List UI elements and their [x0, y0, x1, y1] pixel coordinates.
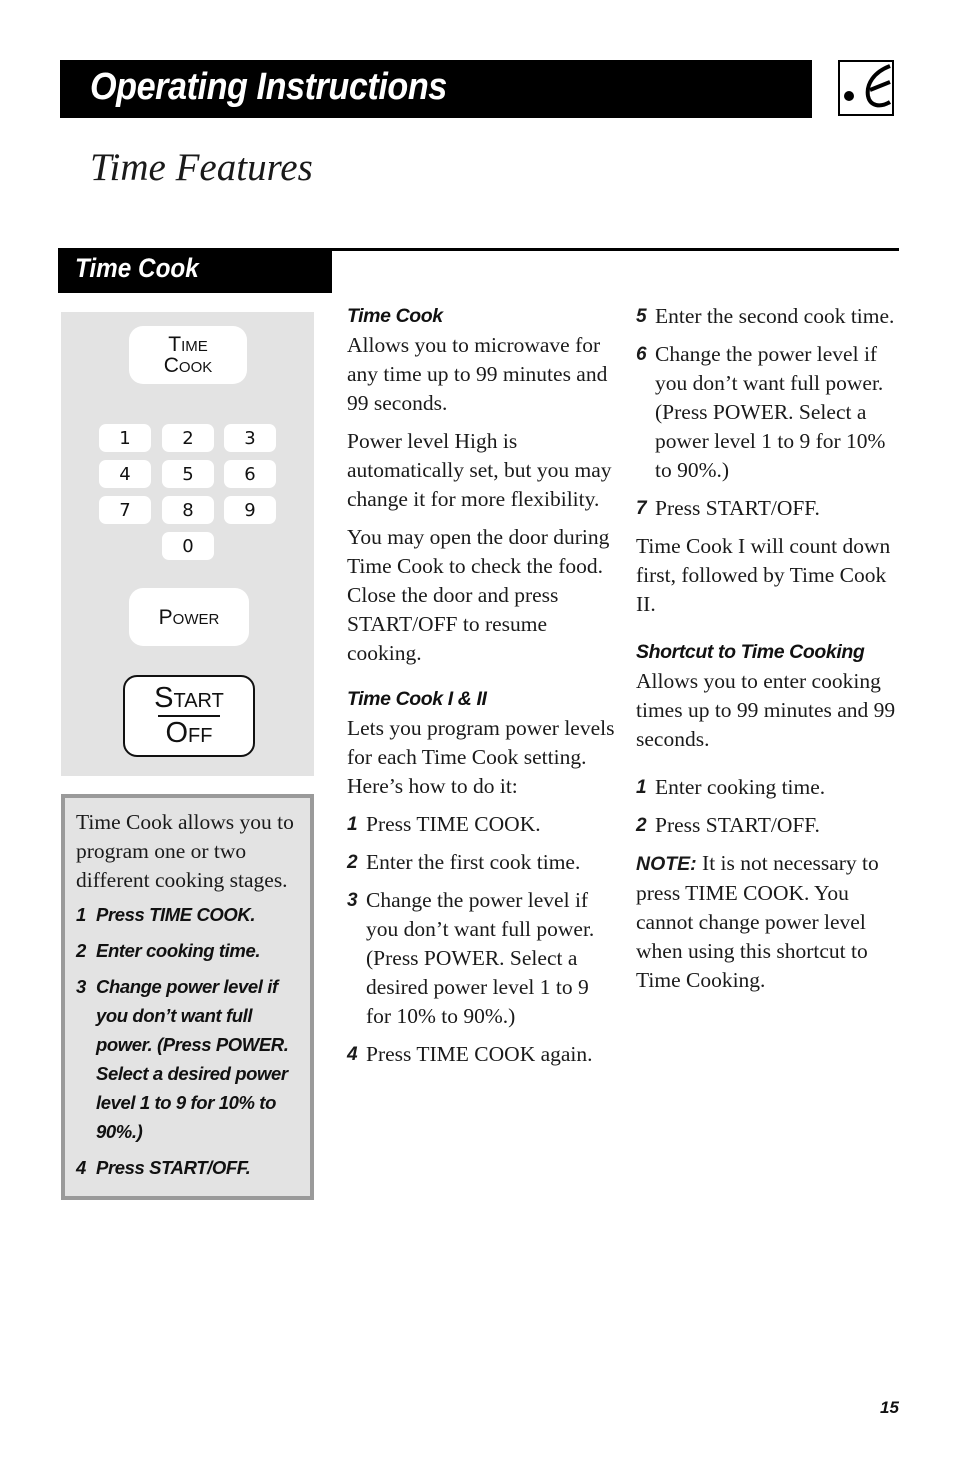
content-column-2 — [636, 302, 898, 1004]
start-key-label: Start — [154, 682, 224, 714]
step-number: 5 — [636, 306, 647, 327]
digit-key-9: 9 — [224, 496, 276, 524]
step-text: Change the power level if you don’t want full power. (Press POWER. Select a desired power level 1 to 9 for 10% to 90%.) — [366, 888, 595, 1028]
paragraph: You may open the door during Time Cook to check the food. Close the door and press START/OFF to resume cooking. — [347, 525, 610, 665]
step-text: Press TIME COOK. — [96, 904, 256, 925]
step-number: 3 — [347, 890, 358, 911]
time-cook-heading: Time Cook — [347, 305, 443, 327]
countdown-paragraph: Time Cook I will count down first, followed by Time Cook II. — [636, 534, 891, 616]
digit-key-4: 4 — [99, 460, 151, 488]
digit-key-7: 7 — [99, 496, 151, 524]
digit-key-1: 1 — [99, 424, 151, 452]
step-number: 1 — [76, 904, 86, 925]
ge-logo-icon — [838, 60, 894, 116]
step-number: 2 — [347, 852, 358, 873]
power-key — [129, 588, 249, 646]
content-column-1 — [347, 302, 615, 1078]
step-number: 6 — [636, 344, 647, 365]
digit-key-5: 5 — [162, 460, 214, 488]
step-item — [636, 340, 898, 485]
summary-step — [76, 936, 308, 965]
step-number: 3 — [76, 976, 86, 997]
time-cook-key — [129, 326, 247, 384]
time-cook-key-line1: Time — [168, 333, 208, 356]
paragraph: Power level High is automatically set, but you may change it for more flexibility. — [347, 429, 612, 511]
digit-key-8: 8 — [162, 496, 214, 524]
subhead-title: Time Cook — [75, 253, 199, 283]
note-text: It is not necessary to press TIME COOK. You cannot change power level when using this shortcut to Time Cooking. — [636, 851, 879, 992]
note-paragraph — [636, 849, 898, 995]
digit-key-0: 0 — [162, 532, 214, 560]
paragraph: Allows you to enter cooking times up to 99 minutes and 99 seconds. — [636, 669, 896, 751]
step-text: Press START/OFF. — [96, 1157, 251, 1178]
step-number: 4 — [76, 1157, 86, 1178]
step-text: Enter cooking time. — [96, 940, 261, 961]
summary-step — [76, 1153, 308, 1182]
step-text: Enter the second cook time. — [655, 304, 895, 328]
subhead-bar — [58, 248, 332, 293]
time-cook-key-line2: Cook — [163, 354, 213, 377]
step-number: 1 — [636, 777, 647, 798]
step-number: 2 — [636, 815, 647, 836]
note-label: NOTE: — [636, 853, 697, 875]
step-item — [347, 886, 615, 1031]
step-item — [636, 773, 898, 802]
step-text: Press START/OFF. — [655, 813, 820, 837]
step-number: 7 — [636, 498, 647, 519]
section-title: Time Features — [90, 146, 313, 189]
digit-key-2: 2 — [162, 424, 214, 452]
step-number: 4 — [347, 1044, 358, 1065]
step-number: 1 — [347, 814, 358, 835]
time-cook-1-2-heading: Time Cook I & II — [347, 688, 487, 710]
step-text: Change power level if you don’t want full power. (Press POWER. Select a desired power level 1 to 9 for 10% to 90%.) — [96, 976, 289, 1142]
summary-box — [61, 794, 314, 1200]
power-key-label: Power — [158, 605, 220, 629]
step-text: Enter cooking time. — [655, 775, 826, 799]
step-text: Press TIME COOK. — [366, 812, 541, 836]
step-text: Change the power level if you don’t want full power. (Press POWER. Select a power level 1 to 9 for 10% to 90%.) — [655, 342, 886, 482]
step-item — [636, 811, 898, 840]
digit-key-6: 6 — [224, 460, 276, 488]
step-item — [636, 494, 898, 523]
step-text: Enter the first cook time. — [366, 850, 581, 874]
paragraph: Lets you program power levels for each Time Cook setting. Here’s how to do it: — [347, 716, 615, 798]
step-text: Press START/OFF. — [655, 496, 820, 520]
step-number: 2 — [76, 940, 86, 961]
start-off-key — [123, 675, 255, 757]
summary-step — [76, 972, 308, 1146]
page-number: 15 — [880, 1398, 899, 1417]
summary-step — [76, 900, 308, 929]
step-item — [636, 302, 898, 331]
divider — [332, 248, 899, 251]
off-key-label: Off — [165, 717, 213, 749]
paragraph: Allows you to microwave for any time up to 99 minutes and 99 seconds. — [347, 333, 608, 415]
step-text: Press TIME COOK again. — [366, 1042, 593, 1066]
shortcut-heading: Shortcut to Time Cooking — [636, 641, 865, 663]
step-item — [347, 810, 615, 839]
step-item — [347, 1040, 615, 1069]
page-header-title: Operating Instructions — [90, 66, 447, 108]
digit-key-3: 3 — [224, 424, 276, 452]
keypad-illustration — [61, 312, 314, 776]
step-item — [347, 848, 615, 877]
header-banner — [60, 60, 812, 118]
summary-intro: Time Cook allows you to program one or two different cooking stages. — [76, 810, 294, 892]
